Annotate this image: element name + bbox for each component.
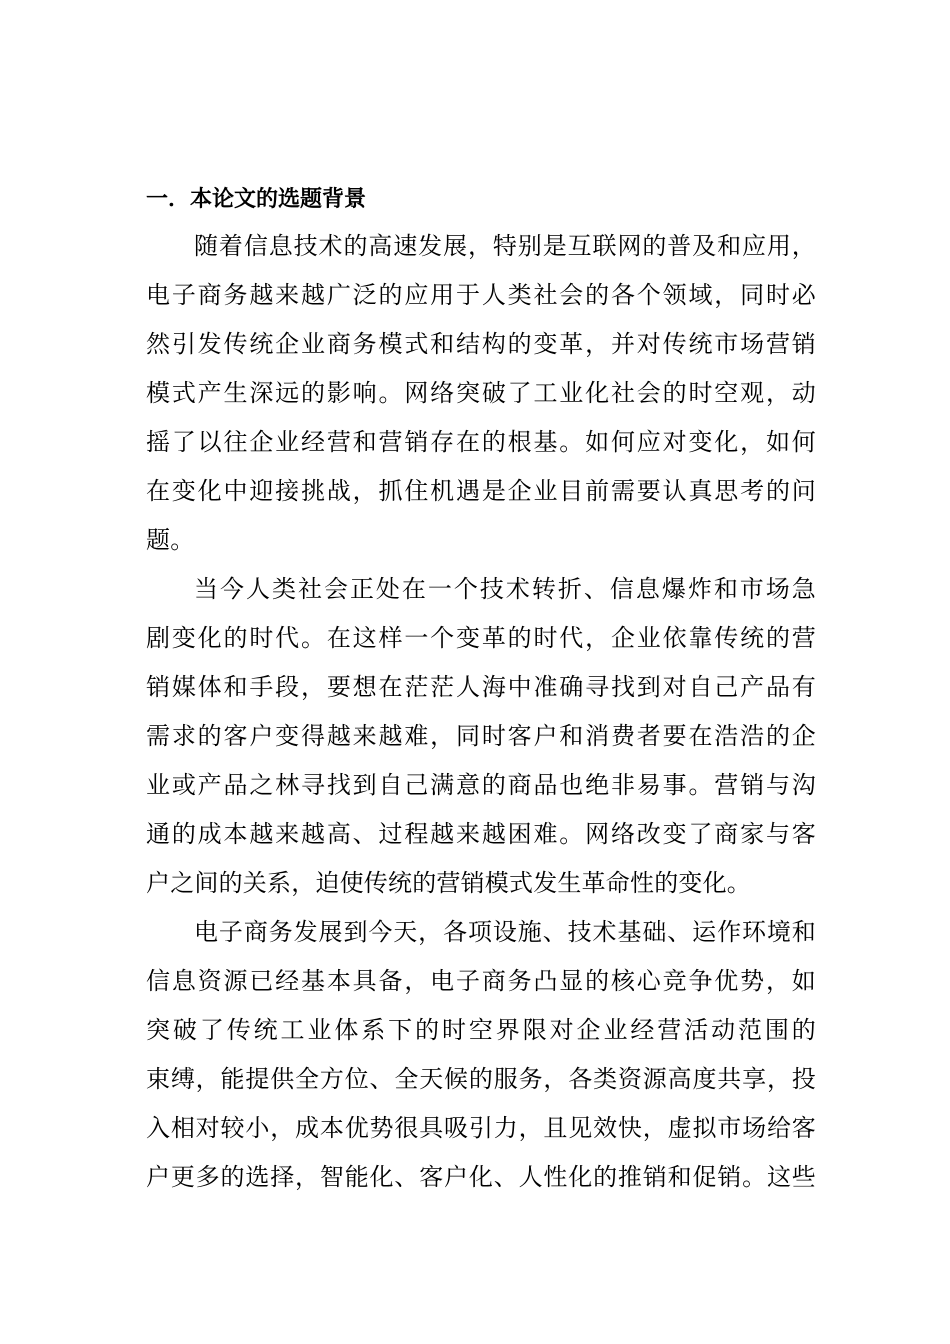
- paragraph-line: 电子商务发展到今天，各项设施、技术基础、运作环境和: [194, 918, 816, 946]
- paragraph-line: 然引发传统企业商务模式和结构的变革，并对传统市场营销: [146, 330, 816, 358]
- paragraph-line: 户之间的关系，迫使传统的营销模式发生革命性的变化。: [146, 869, 751, 897]
- paragraph-line: 户更多的选择，智能化、客户化、人性化的推销和促销。这些: [146, 1163, 816, 1191]
- paragraph-line: 模式产生深远的影响。网络突破了工业化社会的时空观，动: [146, 379, 816, 407]
- paragraph-line: 随着信息技术的高速发展，特别是互联网的普及和应用，: [194, 232, 816, 260]
- paragraph-line: 电子商务越来越广泛的应用于人类社会的各个领域，同时必: [146, 281, 816, 309]
- paragraph-line: 通的成本越来越高、过程越来越困难。网络改变了商家与客: [146, 820, 816, 848]
- paragraph-line: 销媒体和手段，要想在茫茫人海中准确寻找到对自己产品有: [146, 673, 816, 701]
- paragraph-2: [146, 565, 816, 908]
- paragraph-line: 入相对较小，成本优势很具吸引力，且见效快，虚拟市场给客: [146, 1114, 816, 1142]
- paragraph-line: 信息资源已经基本具备，电子商务凸显的核心竞争优势，如: [146, 967, 816, 995]
- paragraph-line: 在变化中迎接挑战，抓住机遇是企业目前需要认真思考的问: [146, 477, 816, 505]
- paragraph-3: [146, 908, 816, 1202]
- document-body: [146, 178, 816, 1202]
- paragraph-line: 当今人类社会正处在一个技术转折、信息爆炸和市场急: [194, 575, 816, 603]
- paragraph-line: 摇了以往企业经营和营销存在的根基。如何应对变化，如何: [146, 428, 816, 456]
- paragraph-line: 突破了传统工业体系下的时空界限对企业经营活动范围的: [146, 1016, 816, 1044]
- section-heading: 一．本论文的选题背景: [146, 187, 367, 212]
- paragraph-1: [146, 222, 816, 565]
- paragraph-line: 业或产品之林寻找到自己满意的商品也绝非易事。营销与沟: [146, 771, 816, 799]
- paragraph-line: 剧变化的时代。在这样一个变革的时代，企业依靠传统的营: [146, 624, 816, 652]
- paragraph-line: 需求的客户变得越来越难，同时客户和消费者要在浩浩的企: [146, 722, 816, 750]
- paragraph-line: 题。: [146, 526, 195, 554]
- paragraph-line: 束缚，能提供全方位、全天候的服务，各类资源高度共享，投: [146, 1065, 816, 1093]
